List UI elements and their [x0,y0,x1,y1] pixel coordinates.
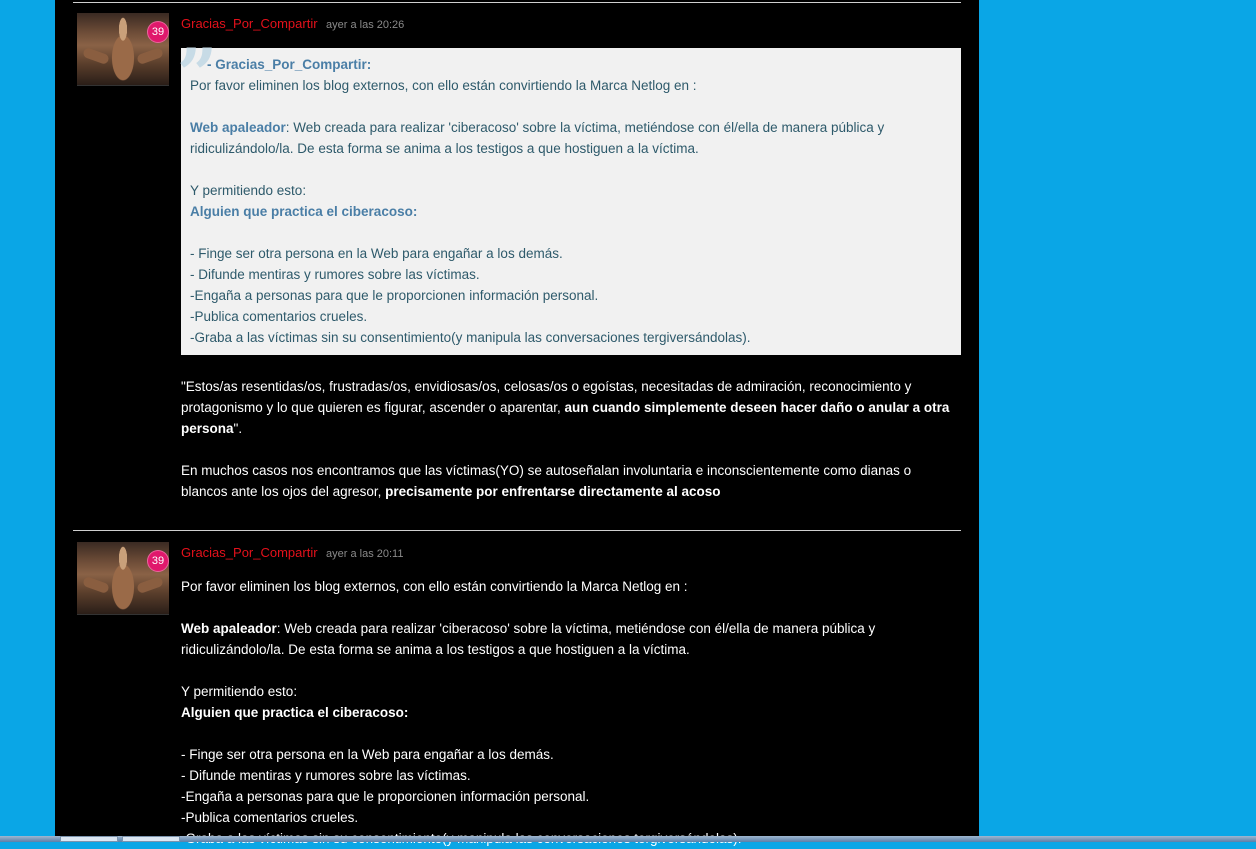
paragraph [181,376,961,439]
list-item: -Graba a las víctimas sin su consentimiento(y manipula las conversaciones tergiversándolas). [190,330,751,345]
quote-term-def: : Web creada para realizar 'ciberacoso' sobre la víctima, metiéndose con él/ella de manera pública y ridiculizándolo/la. De esta forma se anima a los testigos a que hostiguen a la víctima. [190,120,885,156]
author-link[interactable]: Gracias_Por_Compartir [181,545,318,560]
divider [73,530,961,531]
timestamp: ayer a las 20:11 [326,548,404,560]
list-item: -Publica comentarios crueles. [190,309,368,324]
paragraph-text: En muchos casos nos encontramos que las víctimas(YO) se autoseñalan involuntaria e inconscientemente como dianas o blancos ante los ojos del agresor, [181,463,912,499]
level-badge: 39 [147,21,169,43]
paragraph-text: "Estos/as resentidas/os, frustradas/os, envidiosas/os, celosas/os o egoístas, necesitadas de admiración, reconocimiento y protagonismo y lo que quieren es figurar, ascender o aparentar, [181,379,912,415]
quote-block [177,33,961,355]
term: Web apaleador [181,621,277,636]
list-item: - Finge ser otra persona en la Web para engañar a los demás. [190,246,563,261]
list-item: -Publica comentarios crueles. [181,810,359,825]
avatar[interactable] [77,542,169,615]
list-item: - Difunde mentiras y rumores sobre las víctimas. [190,267,480,282]
taskbar-button[interactable] [122,836,180,842]
heading: Alguien que practica el ciberacoso: [181,705,409,720]
comment-body [181,576,961,849]
avatar[interactable] [77,13,169,86]
definition [181,618,961,660]
list-item: -Engaña a personas para que le proporcionen información personal. [190,288,599,303]
term-def: : Web creada para realizar 'ciberacoso' sobre la víctima, metiéndose con él/ella de manera pública y ridiculizándolo/la. De esta forma se anima a los testigos a que hostiguen a la víctima. [181,621,876,657]
paragraph: Y permitiendo esto: [181,684,298,699]
list-item: - Finge ser otra persona en la Web para engañar a los demás. [181,747,554,762]
quote-intro: Por favor eliminen los blog externos, con ello están convirtiendo la Marca Netlog en : [190,78,697,93]
list-item: -Engaña a personas para que le proporcionen información personal. [181,789,590,804]
quote-term: Web apaleador [190,120,286,135]
paragraph-bold: aun cuando simplemente deseen hacer daño o anular a otra persona [181,400,950,436]
quote-permit: Y permitiendo esto: [190,183,307,198]
paragraph-text: ". [233,421,243,436]
quote-author[interactable]: - Gracias_Por_Compartir: [207,57,372,72]
author-link[interactable]: Gracias_Por_Compartir [181,16,318,31]
comment-body [177,33,961,502]
taskbar-button[interactable] [60,836,118,842]
comments-column [55,0,979,842]
quote-definition [190,117,952,159]
paragraph: Por favor eliminen los blog externos, con ello están convirtiendo la Marca Netlog en : [181,579,688,594]
paragraph-bold: precisamente por enfrentarse directamente al acoso [385,484,721,499]
taskbar [0,836,1256,842]
timestamp: ayer a las 20:26 [326,19,405,31]
list-item: - Difunde mentiras y rumores sobre las víctimas. [181,768,471,783]
paragraph [181,460,961,502]
quote-heading: Alguien que practica el ciberacoso: [190,204,418,219]
quote-icon: ” [177,33,218,116]
level-badge: 39 [147,550,169,572]
divider [73,2,961,3]
